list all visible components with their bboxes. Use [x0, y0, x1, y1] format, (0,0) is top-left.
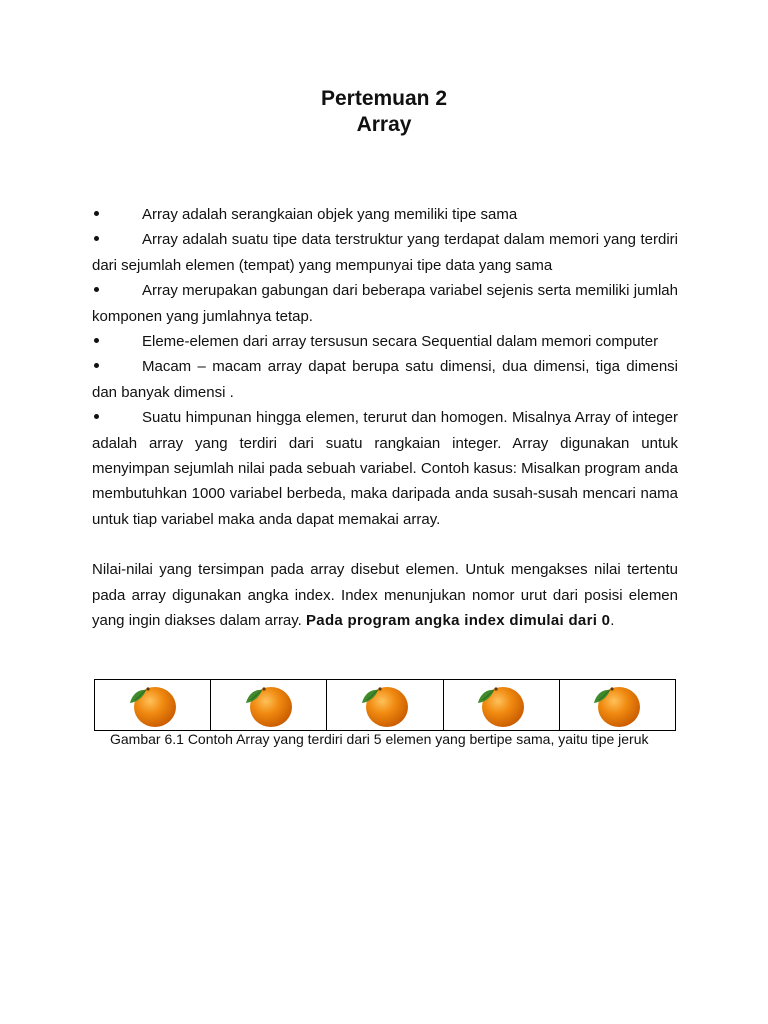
paragraph-end: .	[610, 612, 615, 630]
paragraph-text: Nilai-nilai yang tersimpan pada array disebut elemen. Untuk mengakses nilai tertentu pada array digunakan angka index. Index menunjukan nomor urut dari posisi elemen yang ingin diakses dalam array.	[92, 561, 678, 630]
bullet-text: Array adalah suatu tipe data terstruktur yang terdapat dalam memori yang terdiri dari sejumlah elemen (tempat) yang mempunyai tipe data yang sama	[92, 231, 678, 274]
bullet-item	[92, 227, 678, 278]
bullet-item	[92, 329, 678, 354]
page-title: Pertemuan 2	[320, 87, 448, 110]
array-cell	[327, 680, 443, 730]
bullet-icon	[92, 227, 142, 252]
orange-icon	[242, 681, 296, 729]
figure-caption: Gambar 6.1 Contoh Array yang terdiri dari 5 elemen yang bertipe sama, yaitu tipe jeruk	[110, 731, 649, 747]
orange-icon	[358, 681, 412, 729]
bullet-icon	[92, 329, 142, 354]
bullet-item	[92, 278, 678, 329]
array-cell	[211, 680, 327, 730]
orange-icon	[590, 681, 644, 729]
bullet-icon	[92, 405, 142, 430]
content-body	[92, 202, 678, 634]
bullet-icon	[92, 278, 142, 303]
bullet-text: Eleme-elemen dari array tersusun secara Sequential dalam memori computer	[142, 333, 659, 351]
bullet-text: Suatu himpunan hingga elemen, terurut dan homogen. Misalnya Array of integer adalah array yang terdiri dari suatu rangkaian integer. Array digunakan untuk menyimpan sejumlah nilai pada sebuah variabel. Contoh kasus: Misalkan program anda membutuhkan 1000 variabel berbeda, maka daripada anda susah-susah mencari nama untuk tiap variabel maka anda dapat memakai array.	[92, 409, 678, 528]
array-cell	[444, 680, 560, 730]
array-cell	[95, 680, 211, 730]
bullet-icon	[92, 202, 142, 227]
orange-icon	[126, 681, 180, 729]
title-block	[0, 86, 768, 138]
bullet-text: Macam – macam array dapat berupa satu dimensi, dua dimensi, tiga dimensi dan banyak dimensi .	[92, 358, 678, 401]
bullet-text: Array merupakan gabungan dari beberapa variabel sejenis serta memiliki jumlah komponen yang jumlahnya tetap.	[92, 282, 678, 325]
array-cell	[560, 680, 675, 730]
bullet-text: Array adalah serangkaian objek yang memiliki tipe sama	[142, 206, 518, 223]
bullet-item	[92, 202, 678, 227]
bullet-icon	[92, 354, 142, 379]
bullet-item	[92, 354, 678, 405]
orange-icon	[474, 681, 528, 729]
page-subtitle: Array	[356, 113, 412, 136]
bullet-item	[92, 405, 678, 532]
paragraph-bold-text: Pada program angka index dimulai dari 0	[306, 612, 611, 630]
array-figure-table	[94, 679, 676, 731]
body-paragraph	[92, 557, 678, 633]
